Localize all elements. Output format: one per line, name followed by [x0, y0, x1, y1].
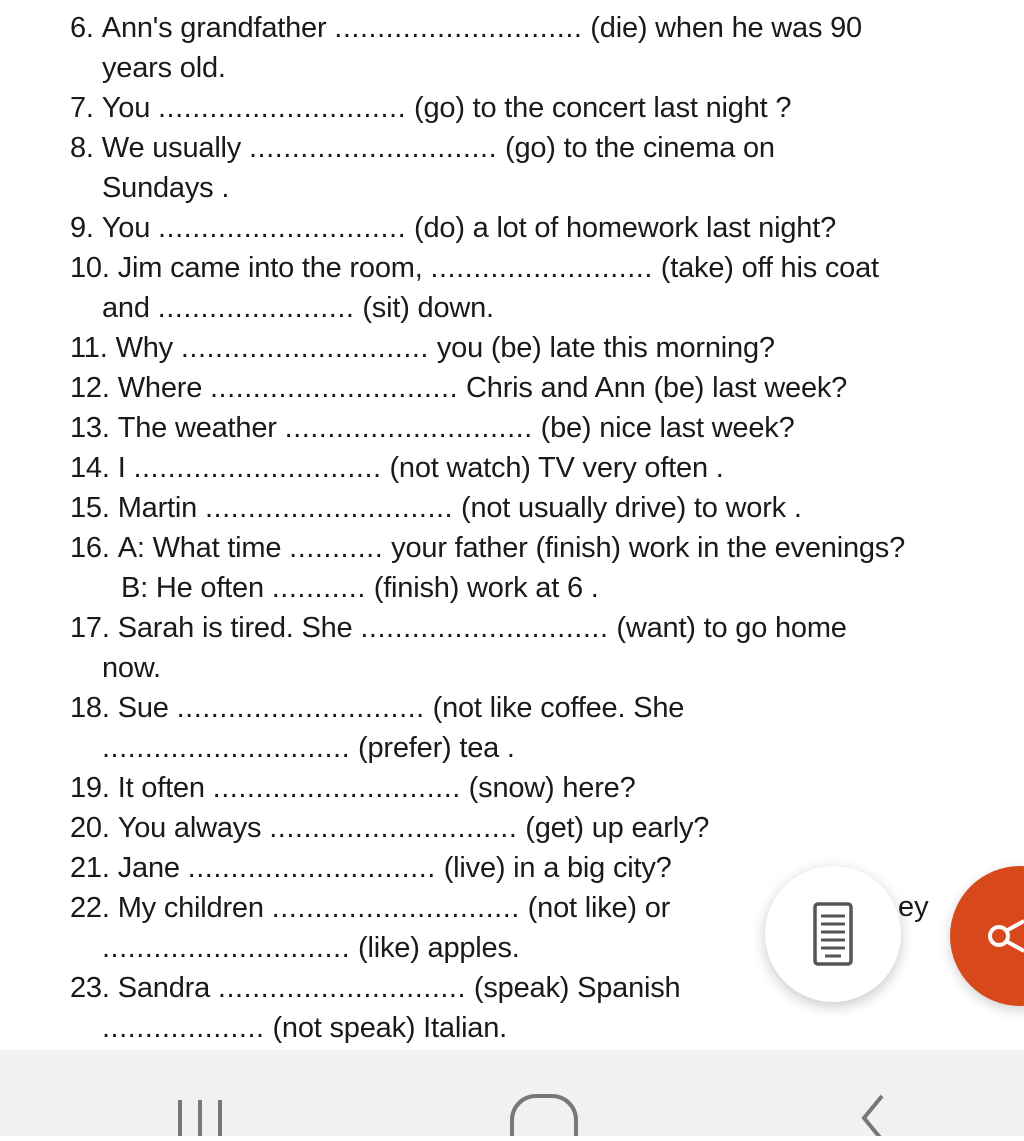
recents-button[interactable] — [150, 1080, 250, 1136]
exercise-text: (not like) or — [519, 892, 671, 924]
exercise-number: 10. — [70, 252, 110, 284]
answer-blank[interactable]: ............................. — [176, 692, 425, 724]
share-icon — [950, 866, 1024, 1006]
exercise-number: 20. — [70, 812, 110, 844]
exercise-number: 17. — [70, 612, 110, 644]
recents-icon — [150, 1080, 250, 1136]
answer-blank[interactable]: ................... — [102, 1012, 265, 1044]
exercise-continuation-line — [102, 48, 226, 88]
exercise-text: your father (finish) work in the evenings? — [383, 532, 906, 564]
exercise-text: (be) nice last week? — [532, 412, 795, 444]
exercise-text: (go) to the cinema on — [497, 132, 775, 164]
exercise-text: A: What time — [117, 532, 290, 564]
exercise-continuation-line — [102, 928, 520, 968]
answer-blank[interactable]: ............................. — [158, 212, 407, 244]
exercise-continuation-line — [102, 648, 161, 688]
exercise-number: 16. — [70, 532, 110, 564]
answer-blank[interactable]: ............................. — [102, 732, 351, 764]
answer-blank[interactable]: ............................. — [217, 972, 467, 1004]
exercise-line — [70, 368, 847, 408]
exercise-text: Ann's grandfather — [101, 12, 335, 44]
exercise-text: and — [102, 292, 158, 324]
exercise-number: 9. — [70, 212, 94, 244]
exercise-line — [70, 528, 905, 568]
answer-blank[interactable]: ............................. — [133, 452, 382, 484]
exercise-text: Sue — [117, 692, 177, 724]
exercise-number: 12. — [70, 372, 110, 404]
answer-blank[interactable]: ............................. — [210, 372, 459, 404]
home-icon — [494, 1080, 594, 1136]
exercise-text: Sarah is tired. She — [117, 612, 361, 644]
exercise-line — [70, 968, 680, 1008]
exercise-text: Jim came into the room, — [117, 252, 431, 284]
answer-blank[interactable]: ........... — [271, 572, 366, 604]
exercise-text: Jane — [117, 852, 188, 884]
back-button[interactable] — [822, 1080, 922, 1136]
answer-blank[interactable]: ............................. — [158, 92, 407, 124]
exercise-line — [70, 488, 802, 528]
answer-blank[interactable]: ............................. — [334, 12, 583, 44]
exercise-line — [70, 848, 672, 888]
answer-blank[interactable]: ............................. — [360, 612, 609, 644]
exercise-number: 19. — [70, 772, 110, 804]
answer-blank[interactable]: ........... — [289, 532, 384, 564]
exercise-line — [70, 608, 847, 648]
home-button[interactable] — [494, 1080, 594, 1136]
occluded-text-fragment: ey — [898, 891, 929, 923]
exercise-number: 7. — [70, 92, 94, 124]
exercise-line — [70, 248, 879, 288]
exercise-number: 11. — [70, 332, 108, 364]
reader-mode-button[interactable] — [765, 866, 901, 1002]
exercise-number: 15. — [70, 492, 110, 524]
answer-blank[interactable]: ............................. — [271, 892, 520, 924]
exercise-text: B: He often — [121, 572, 272, 604]
exercise-text: now. — [102, 652, 161, 684]
reader-mode-icon — [765, 866, 901, 1002]
exercise-text: (live) in a big city? — [435, 852, 672, 884]
answer-blank[interactable]: ............................. — [212, 772, 461, 804]
exercise-continuation-line — [102, 288, 494, 328]
exercise-number: 18. — [70, 692, 110, 724]
exercise-text: (not like coffee. She — [424, 692, 685, 724]
exercise-continuation-line — [102, 728, 515, 768]
exercise-number: 13. — [70, 412, 110, 444]
exercise-text: (like) apples. — [350, 932, 520, 964]
exercise-line — [70, 8, 862, 48]
answer-blank[interactable]: ............................. — [102, 932, 351, 964]
exercise-text: Why — [115, 332, 181, 364]
exercise-text: (snow) here? — [460, 772, 636, 804]
exercise-number: 14. — [70, 452, 110, 484]
exercise-number: 23. — [70, 972, 110, 1004]
exercise-continuation-line — [102, 168, 229, 208]
exercise-text: Chris and Ann (be) last week? — [458, 372, 848, 404]
exercise-line — [70, 88, 791, 128]
back-icon — [822, 1080, 922, 1136]
exercise-text: (speak) Spanish — [466, 972, 681, 1004]
exercise-text: (prefer) tea . — [350, 732, 515, 764]
answer-blank[interactable]: ............................. — [284, 412, 533, 444]
answer-blank[interactable]: ............................. — [204, 492, 454, 524]
exercise-text: (not speak) Italian. — [264, 1012, 508, 1044]
exercise-line — [70, 128, 775, 168]
exercise-line — [70, 328, 775, 368]
answer-blank[interactable]: ............................. — [187, 852, 436, 884]
exercise-text: (get) up early? — [517, 812, 710, 844]
exercise-number: 6. — [70, 12, 94, 44]
exercise-text: years old. — [102, 52, 226, 84]
exercise-number: 22. — [70, 892, 110, 924]
exercise-text: It often — [117, 772, 213, 804]
exercise-text: (not watch) TV very often . — [381, 452, 724, 484]
answer-blank[interactable]: ............................. — [248, 132, 498, 164]
exercise-line — [70, 208, 836, 248]
exercise-text: Sandra — [117, 972, 218, 1004]
system-navigation-bar — [0, 1050, 1024, 1136]
exercise-text: (do) a lot of homework last night? — [406, 212, 836, 244]
exercise-text: (take) off his coat — [652, 252, 879, 284]
exercise-continuation-line — [121, 568, 599, 608]
exercise-text: (want) to go home — [608, 612, 847, 644]
exercise-text: You — [101, 92, 158, 124]
exercise-line — [70, 448, 724, 488]
exercise-text: Martin — [117, 492, 205, 524]
exercise-line — [70, 888, 670, 928]
exercise-text: (die) when he was 90 — [582, 12, 862, 44]
exercise-line — [70, 768, 636, 808]
exercise-number: 21. — [70, 852, 110, 884]
exercise-continuation-line — [102, 1008, 507, 1048]
exercise-text: I — [117, 452, 134, 484]
share-button[interactable] — [950, 866, 1024, 1006]
exercise-text: (go) to the concert last night ? — [406, 92, 792, 124]
exercise-text: Where — [117, 372, 210, 404]
exercise-line — [70, 688, 684, 728]
exercise-text: Sundays . — [102, 172, 230, 204]
exercise-text: (sit) down. — [354, 292, 494, 324]
exercise-text: You always — [117, 812, 270, 844]
answer-blank[interactable]: ............................. — [269, 812, 518, 844]
exercise-line — [70, 408, 795, 448]
exercise-text: You — [101, 212, 158, 244]
exercise-number: 8. — [70, 132, 94, 164]
answer-blank[interactable]: ............................. — [180, 332, 429, 364]
exercise-line — [70, 808, 709, 848]
exercise-text: My children — [117, 892, 272, 924]
exercise-text: (not usually drive) to work . — [453, 492, 802, 524]
answer-blank[interactable]: ....................... — [157, 292, 355, 324]
exercise-text: We usually — [101, 132, 249, 164]
exercise-text: you (be) late this morning? — [429, 332, 775, 364]
exercise-text: (finish) work at 6 . — [365, 572, 599, 604]
exercise-text: The weather — [117, 412, 285, 444]
answer-blank[interactable]: .......................... — [430, 252, 653, 284]
